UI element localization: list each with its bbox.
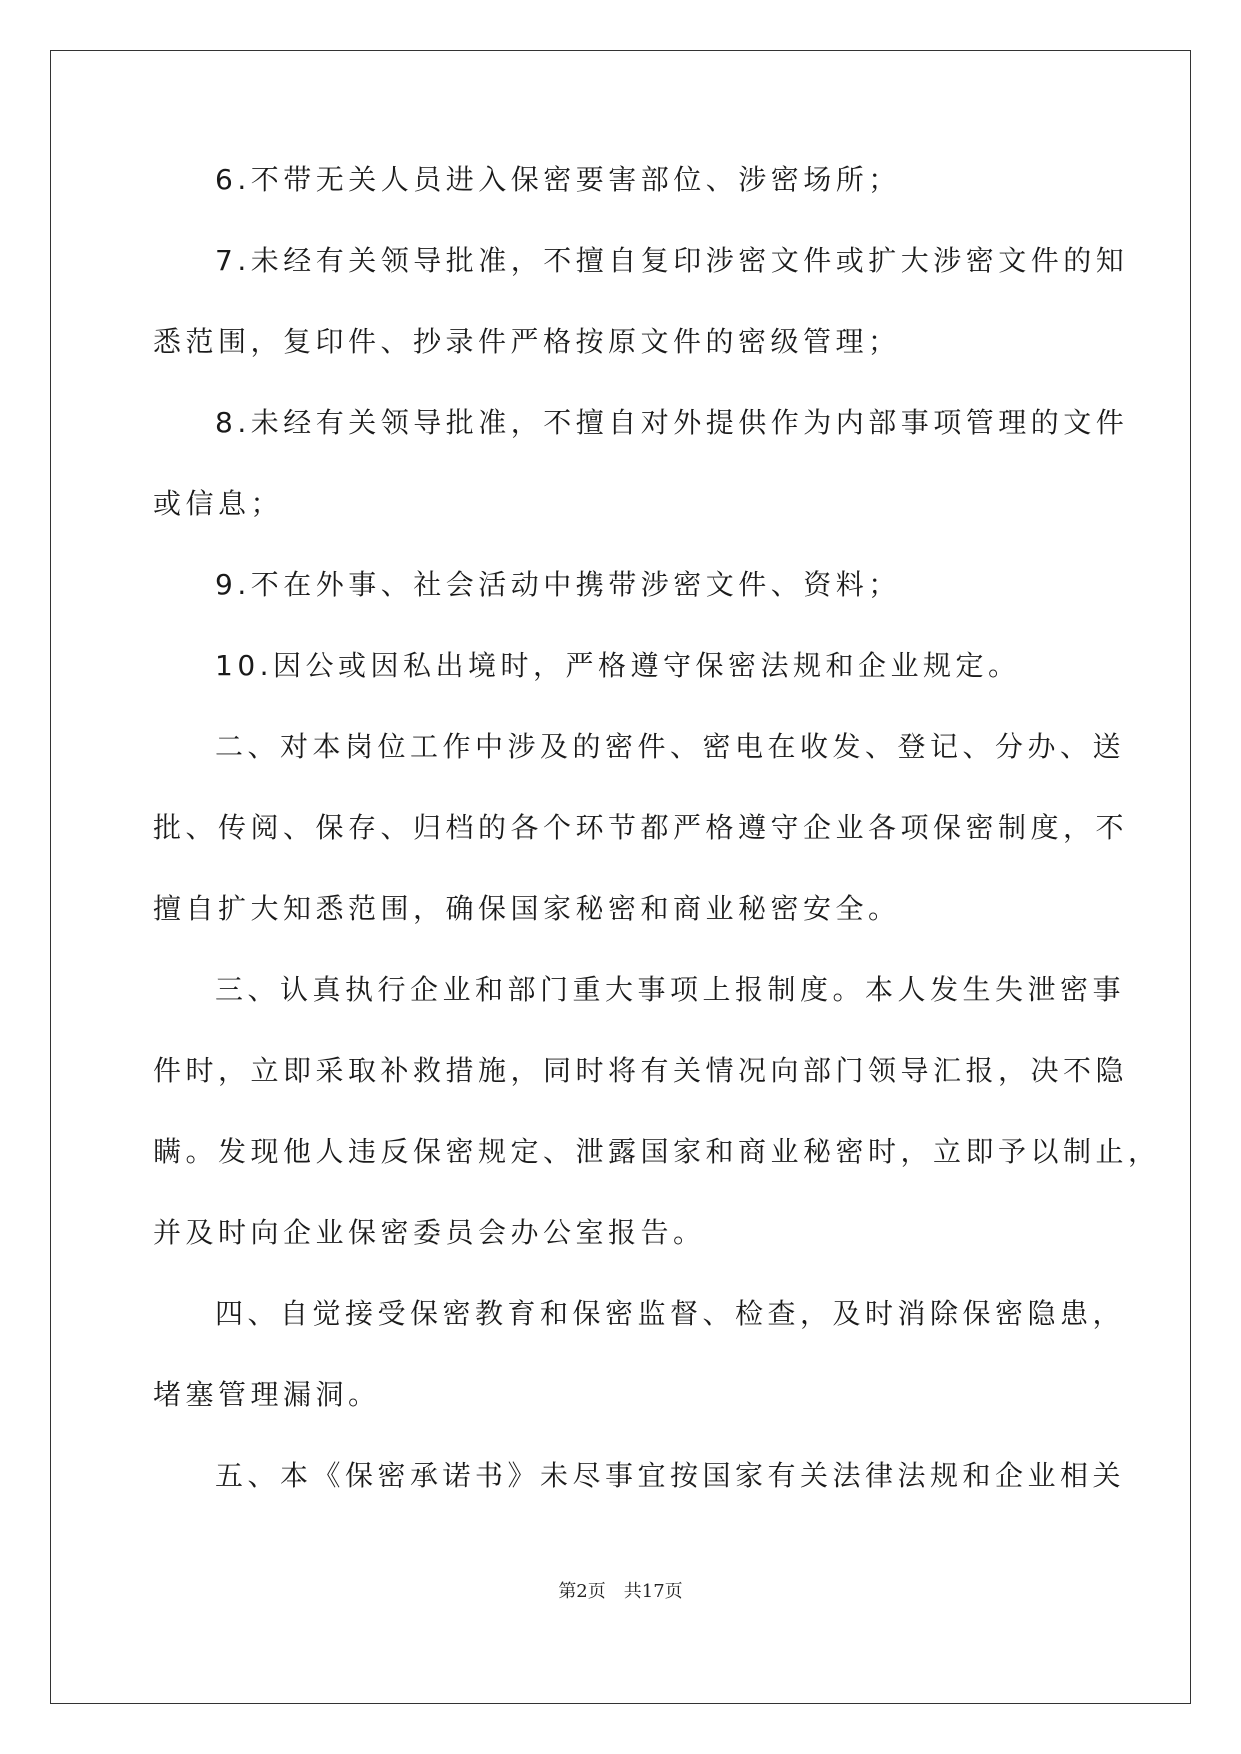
page-footer xyxy=(0,1580,1241,1604)
page-total: 共17页 xyxy=(623,1581,683,1602)
document-body xyxy=(153,160,1161,1537)
paragraph-line: 6.不带无关人员进入保密要害部位、涉密场所； xyxy=(215,163,901,196)
paragraph-line: 10.因公或因私出境时，严格遵守保密法规和企业规定。 xyxy=(215,649,1021,682)
paragraph-line: 五、本《保密承诺书》未尽事宜按国家有关法律法规和企业相关 xyxy=(215,1459,1126,1492)
paragraph-line: 三、认真执行企业和部门重大事项上报制度。本人发生失泄密事 xyxy=(215,973,1126,1006)
paragraph-line: 悉范围，复印件、抄录件严格按原文件的密级管理； xyxy=(153,325,901,358)
paragraph-line: 堵塞管理漏洞。 xyxy=(153,1378,381,1411)
paragraph-line: 8.未经有关领导批准，不擅自对外提供作为内部事项管理的文件 xyxy=(215,406,1129,439)
paragraph-line: 9.不在外事、社会活动中携带涉密文件、资料； xyxy=(215,568,901,601)
paragraph-line: 7.未经有关领导批准，不擅自复印涉密文件或扩大涉密文件的知 xyxy=(215,244,1129,277)
paragraph-line: 或信息； xyxy=(153,487,284,520)
paragraph-line: 四、自觉接受保密教育和保密监督、检查，及时消除保密隐患， xyxy=(215,1297,1126,1330)
paragraph-line: 二、对本岗位工作中涉及的密件、密电在收发、登记、分办、送 xyxy=(215,730,1126,763)
paragraph-line: 瞒。发现他人违反保密规定、泄露国家和商业秘密时，立即予以制止， xyxy=(153,1135,1161,1168)
paragraph-line: 擅自扩大知悉范围，确保国家秘密和商业秘密安全。 xyxy=(153,892,901,925)
page-number: 第2页 xyxy=(558,1581,606,1602)
paragraph-line: 件时，立即采取补救措施，同时将有关情况向部门领导汇报，决不隐 xyxy=(153,1054,1129,1087)
paragraph-line: 批、传阅、保存、归档的各个环节都严格遵守企业各项保密制度，不 xyxy=(153,811,1129,844)
paragraph-line: 并及时向企业保密委员会办公室报告。 xyxy=(153,1216,706,1249)
